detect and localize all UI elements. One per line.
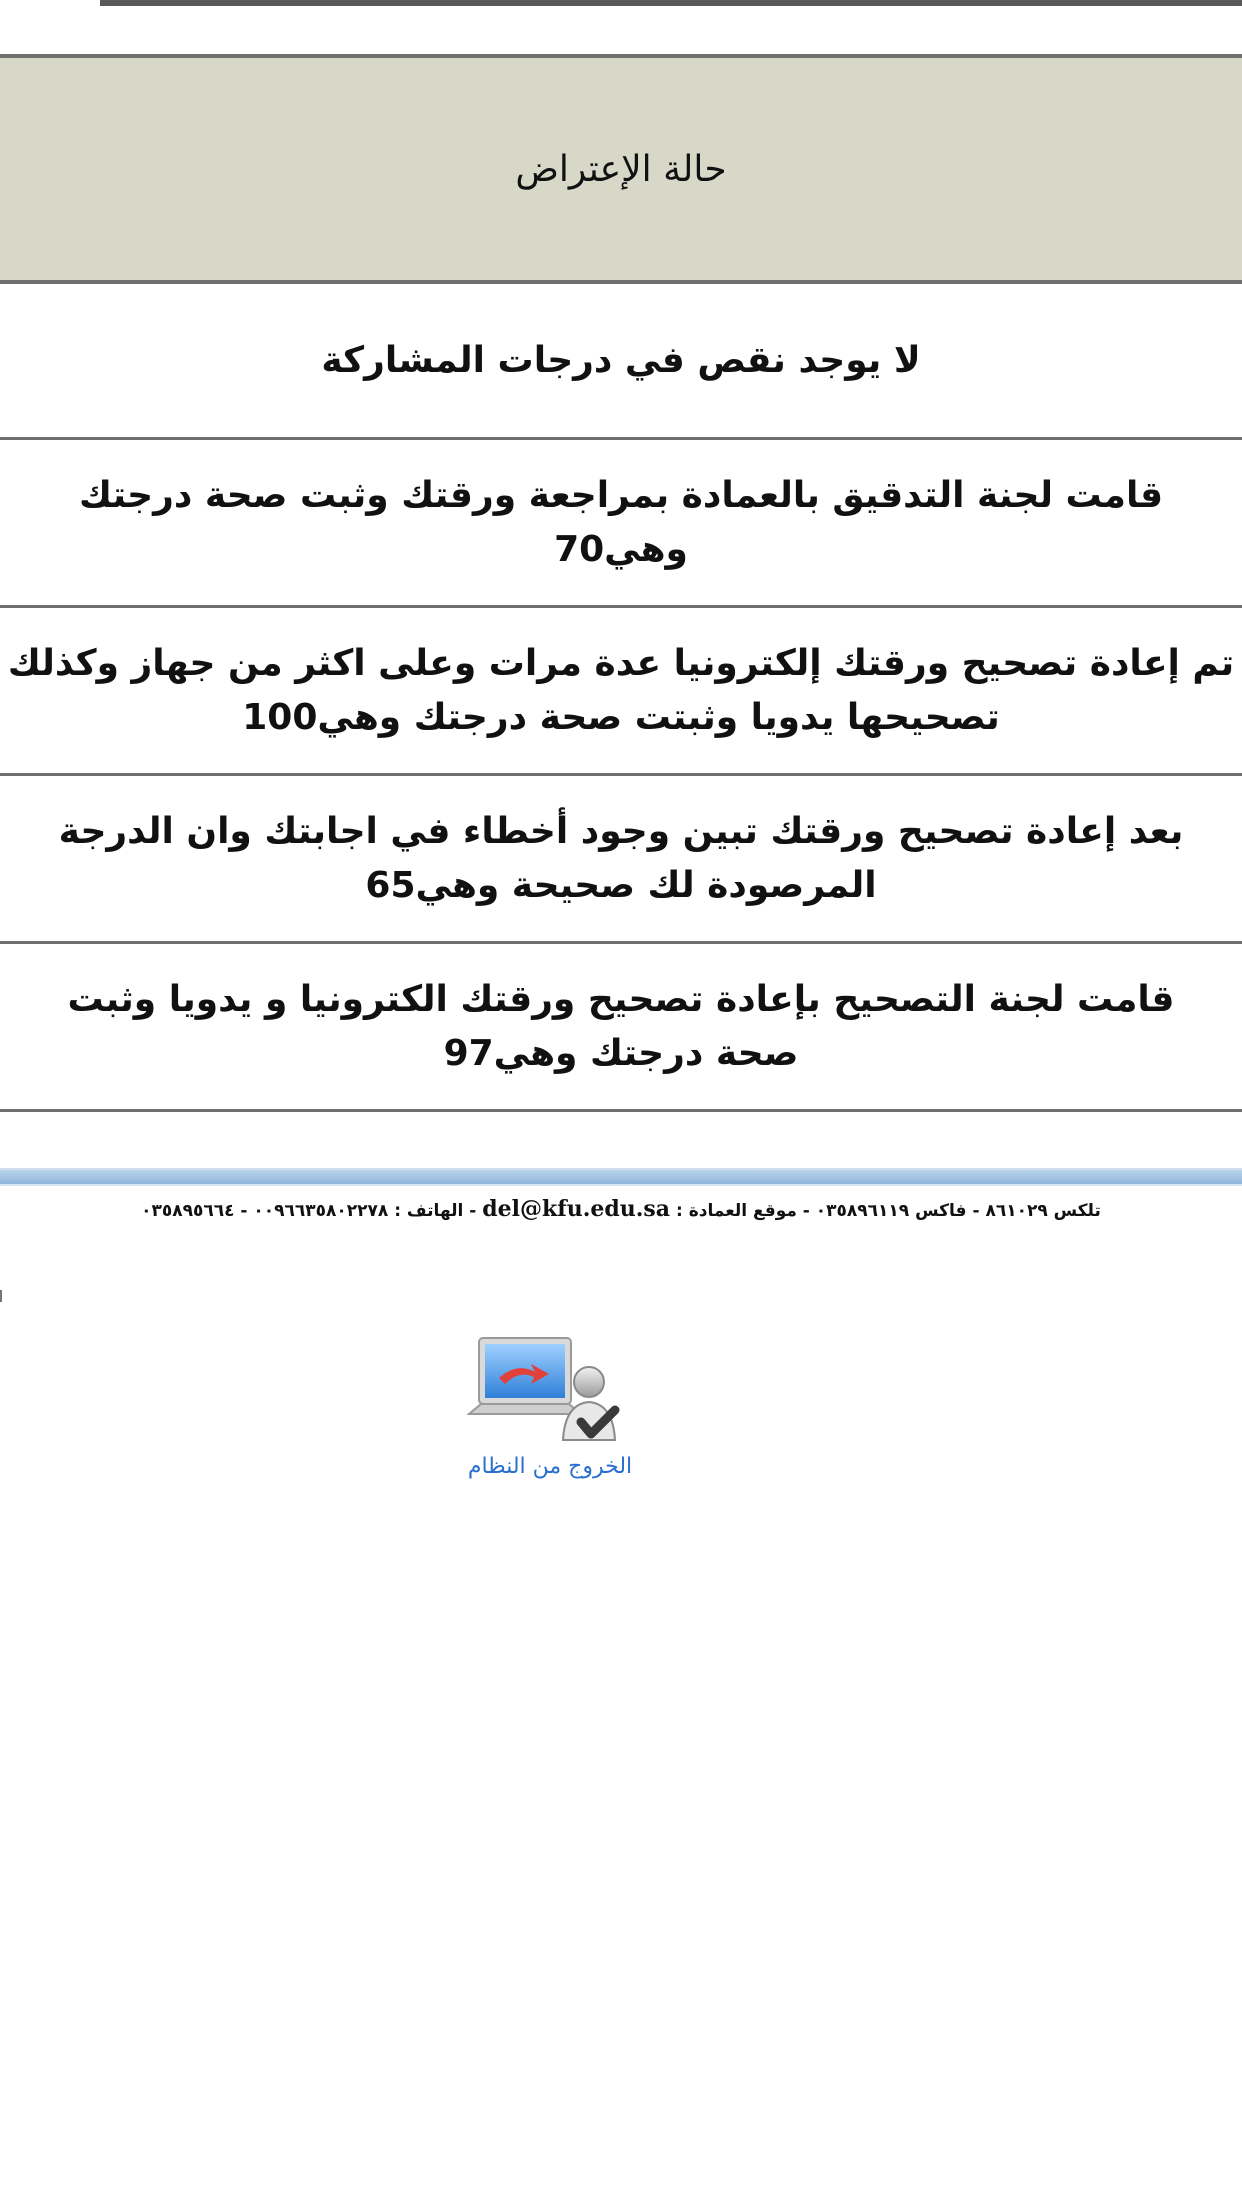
row-text-line1: قامت لجنة التدقيق بالعمادة بمراجعة ورقتك وثبت صحة درجتك bbox=[78, 474, 1164, 516]
row-text-line2: صحة درجتك وهي97 bbox=[443, 1032, 799, 1074]
table-row bbox=[0, 284, 1242, 440]
contact-prefix: تلكس ٨٦١٠٢٩ - فاكس ٠٣٥٨٩٦١١٩ - موقع العمادة : bbox=[670, 1201, 1101, 1221]
logout-button[interactable] bbox=[440, 1330, 660, 1479]
table-row bbox=[0, 776, 1242, 944]
table-row bbox=[0, 944, 1242, 1112]
logout-computer-user-icon bbox=[465, 1330, 635, 1450]
table-header bbox=[0, 54, 1242, 284]
footer-contact-info bbox=[0, 1196, 1242, 1222]
contact-suffix: - الهاتف : ٠٠٩٦٦٣٥٨٠٢٢٧٨ - ٠٣٥٨٩٥٦٦٤ bbox=[141, 1201, 483, 1221]
row-text-line2: وهي70 bbox=[554, 528, 688, 570]
footer-divider-bar bbox=[0, 1168, 1242, 1186]
row-text-line1: بعد إعادة تصحيح ورقتك تبين وجود أخطاء في اجابتك وان الدرجة bbox=[58, 810, 1184, 852]
row-text-line1: لا يوجد نقص في درجات المشاركة bbox=[321, 339, 921, 381]
top-divider bbox=[100, 0, 1242, 6]
logout-label[interactable]: الخروج من النظام bbox=[467, 1454, 633, 1479]
row-text-line2: المرصودة لك صحيحة وهي65 bbox=[365, 864, 877, 906]
table-header-label: حالة الإعتراض bbox=[515, 148, 727, 190]
row-text-line1: قامت لجنة التصحيح بإعادة تصحيح ورقتك الكترونيا و يدويا وثبت bbox=[67, 978, 1175, 1020]
table-row bbox=[0, 440, 1242, 608]
table-row bbox=[0, 608, 1242, 776]
edge-mark bbox=[0, 1290, 2, 1302]
row-text-line2: تصحيحها يدويا وثبتت صحة درجتك وهي100 bbox=[242, 696, 1000, 738]
contact-email-link[interactable]: del@kfu.edu.sa bbox=[482, 1196, 671, 1222]
objection-status-table bbox=[0, 54, 1242, 1112]
row-text-line1: تم إعادة تصحيح ورقتك إلكترونيا عدة مرات وعلى اكثر من جهاز وكذلك bbox=[7, 642, 1235, 684]
